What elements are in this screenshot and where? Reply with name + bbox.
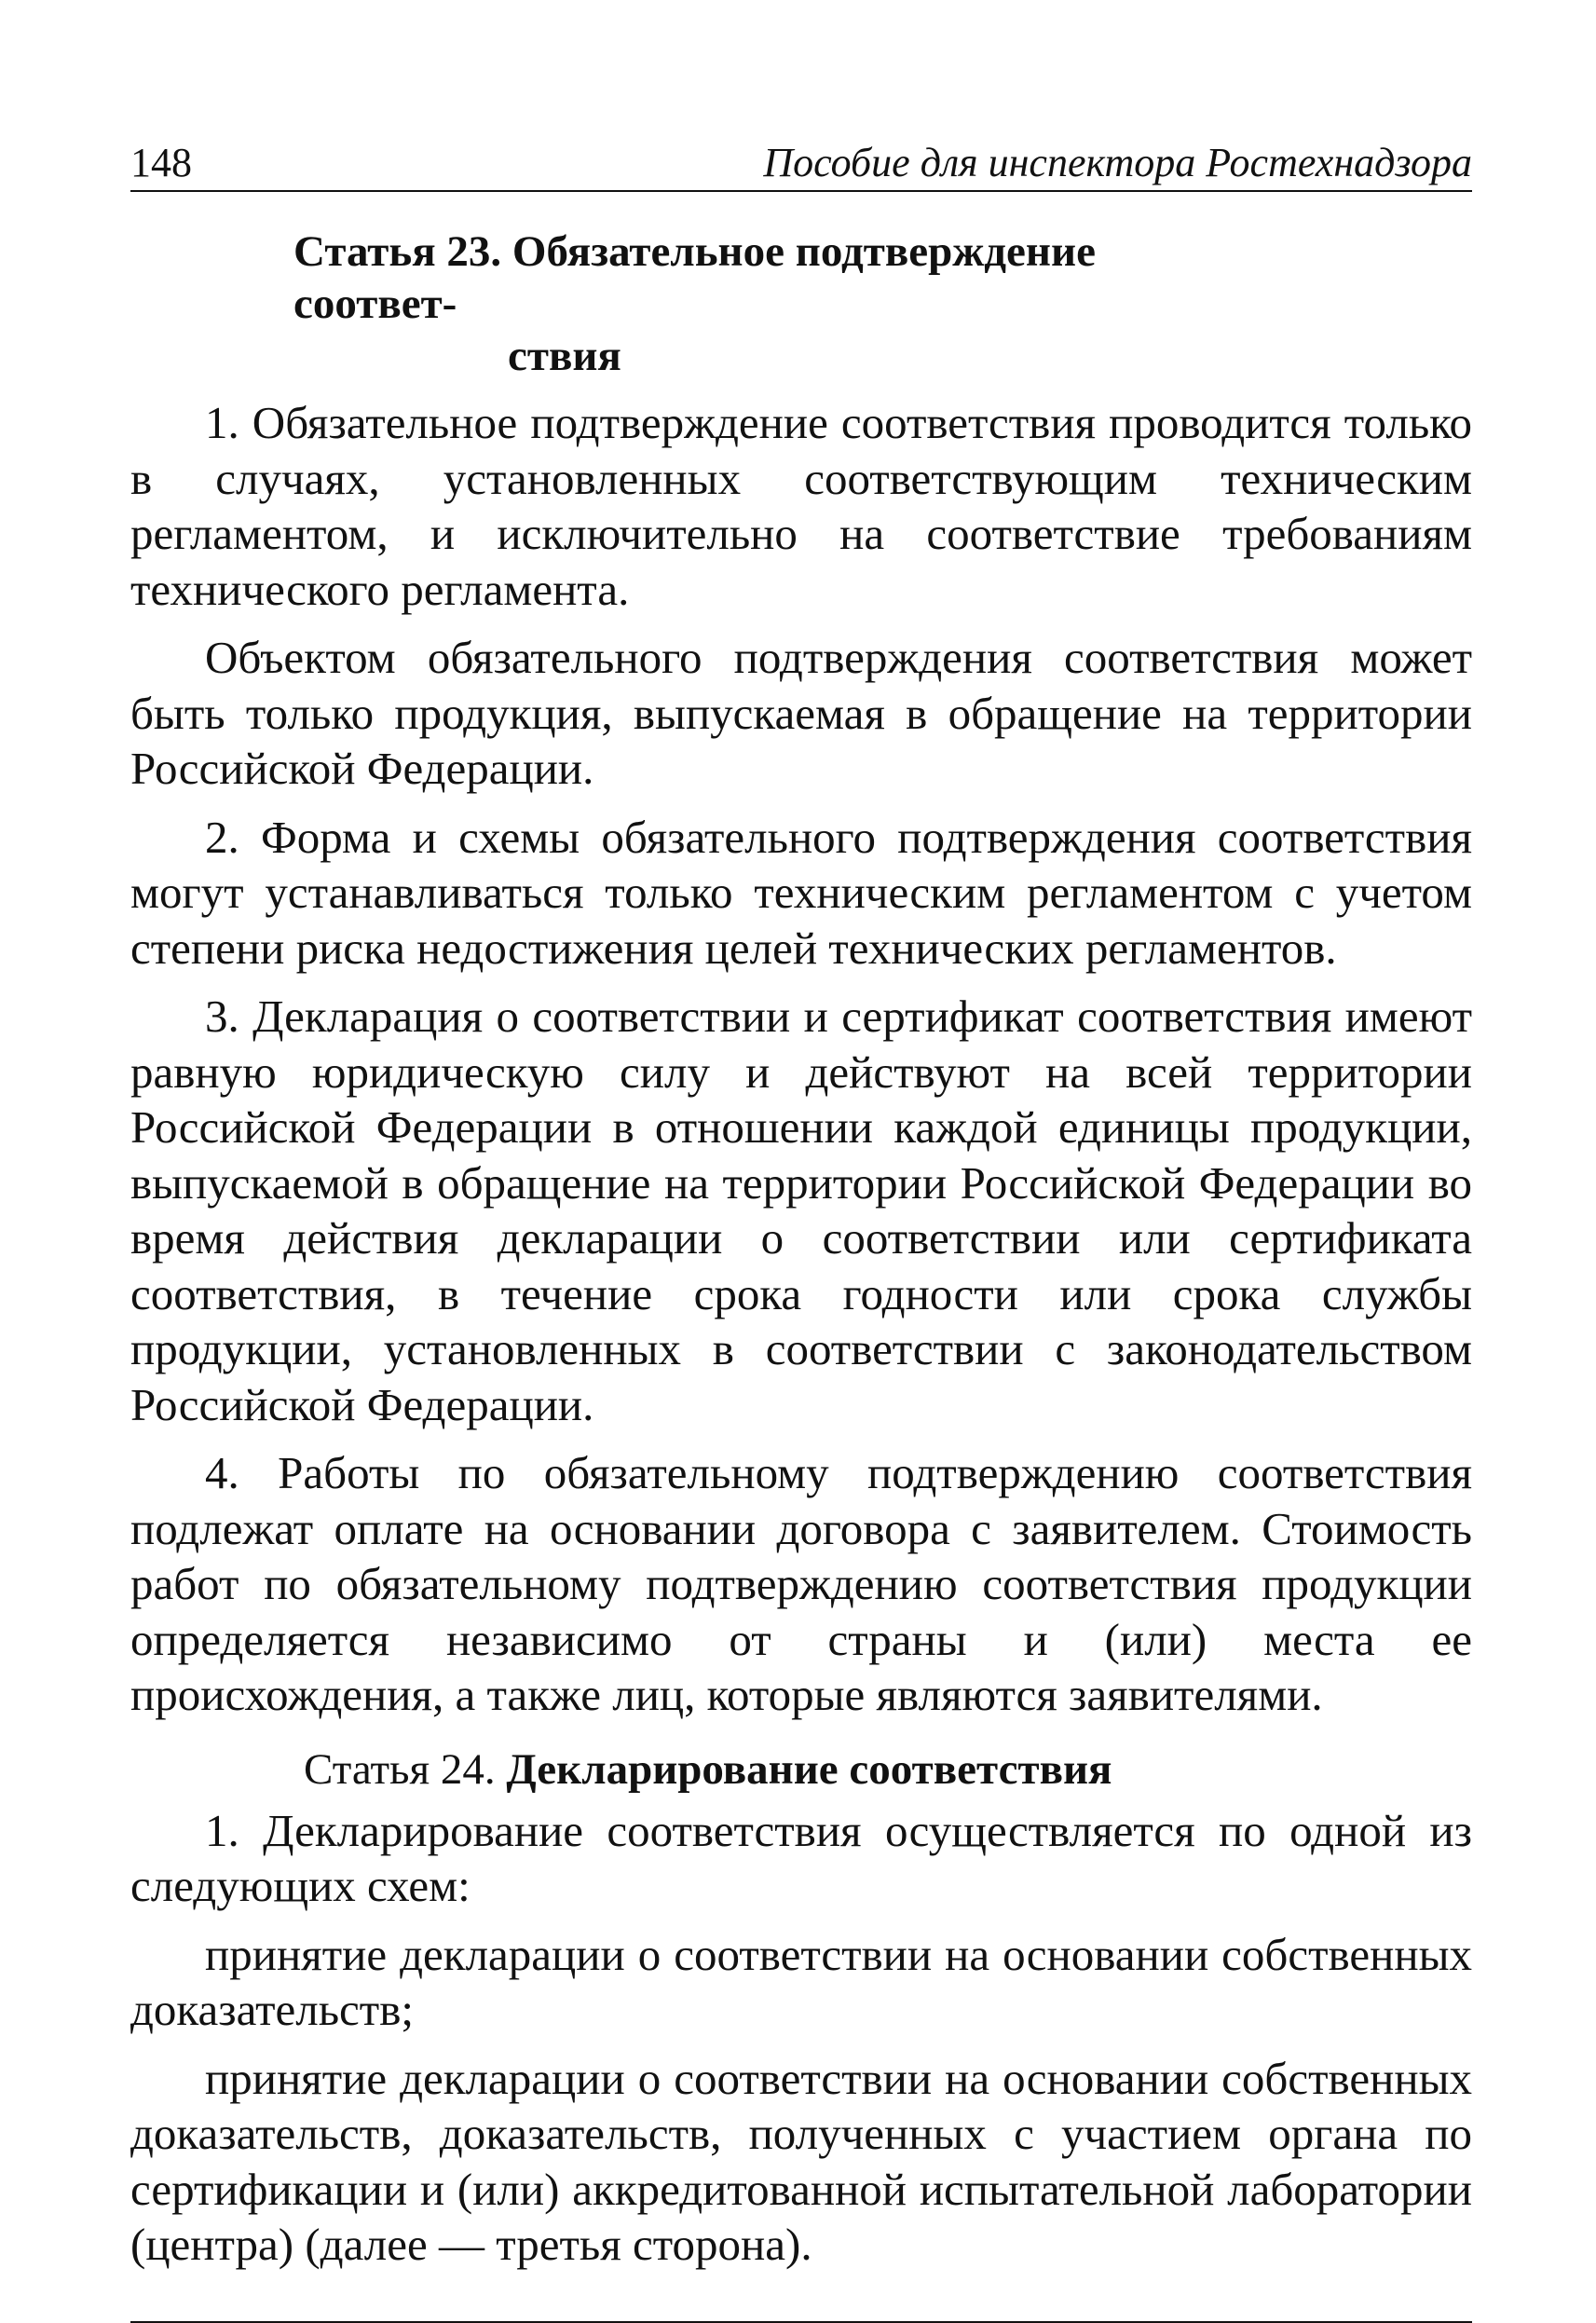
article-24-heading-title: Декларирование соответствия: [506, 1744, 1112, 1794]
page-number: 148: [130, 140, 192, 185]
article-24-heading-prefix: Статья 24.: [304, 1744, 496, 1794]
article-23-paragraph-5: 4. Работы по обязательному подтверждению соответствия подлежат оплате на основании договора с заявителем. Стоимость работ по обязательному подтверждению соответствия продукции определяется независимо от страны и (или) места ее происхождения, а также лиц, которые являются заявителями.: [130, 1447, 1472, 1720]
article-24-paragraph-3: принятие декларации о соответствии на основании собственных доказательств, доказательств, полученных с участием органа по сертификации и (или) аккредитованной испытательной лаборатории (центра) (далее — третья сторона).: [130, 2052, 1472, 2270]
article-23-heading-line2: ствия: [508, 332, 621, 380]
article-24-heading: [130, 1743, 1472, 1796]
article-24-paragraph-1: 1. Декларирование соответствия осуществляется по одной из следующих схем:: [130, 1804, 1472, 1911]
article-23-heading-line1: Статья 23. Обязательное подтверждение соответ-: [293, 227, 1096, 328]
book-page: [130, 140, 1472, 2323]
article-24-paragraph-2: принятие декларации о соответствии на основании собственных доказательств;: [130, 1928, 1472, 2035]
book-title: Пособие для инспектора Ростехнадзора: [763, 140, 1472, 185]
running-header: [130, 140, 1472, 192]
article-23-paragraph-1: 1. Обязательное подтверждение соответствия проводится только в случаях, установленных соответствующим техническим регламентом, и исключительно на соответствие требованиям технического регламента.: [130, 397, 1472, 615]
bottom-rule: [130, 2321, 1472, 2323]
article-23-paragraph-2: Объектом обязательного подтверждения соответствия может быть только продукция, выпускаемая в обращение на территории Российской Федерации.: [130, 632, 1472, 794]
article-23-paragraph-3: 2. Форма и схемы обязательного подтверждения соответствия могут устанавливаться только техническим регламентом с учетом степени риска недостижения целей технических регламентов.: [130, 811, 1472, 974]
article-23-heading: [130, 225, 1244, 382]
article-23-paragraph-4: 3. Декларация о соответствии и сертификат соответствия имеют равную юридическую силу и действуют на всей территории Российской Федерации в отношении каждой единицы продукции, выпускаемой в обращение на территории Российской Федерации во время действия декларации о соответствии или сертификата соответствия, в течение срока годности или срока службы продукции, установленных в соответствии с законодательством Российской Федерации.: [130, 991, 1472, 1430]
